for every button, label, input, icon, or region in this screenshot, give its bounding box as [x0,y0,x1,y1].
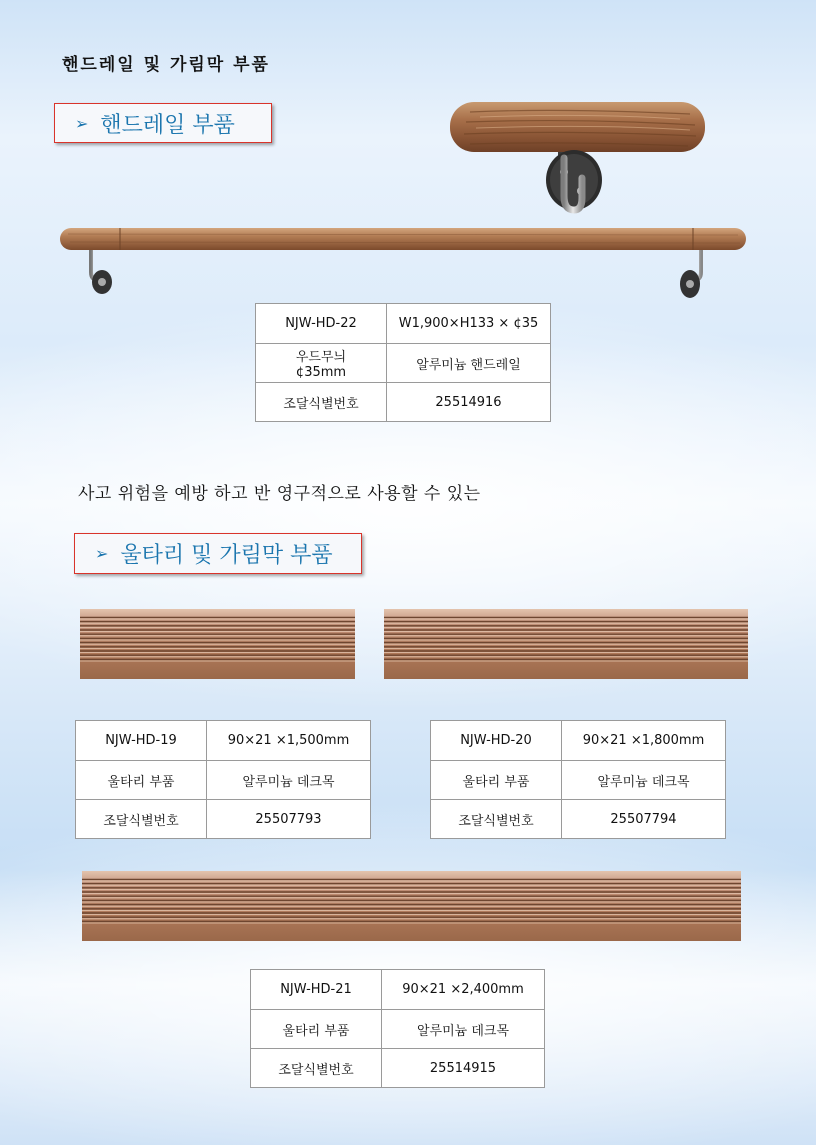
spec-line-1: 우드무늬 [295,350,347,365]
id-label-cell: 조달식별번호 [251,1049,382,1088]
spec-line-2: ¢35mm [295,365,347,380]
model-cell: NJW-HD-22 [256,304,387,344]
handrail-section-heading [54,103,272,143]
id-label-cell: 조달식별번호 [76,800,207,839]
handrail-closeup-image [440,98,710,218]
part-cell: 울타리 부품 [76,761,207,800]
spec-table-hd20 [430,720,726,839]
id-cell: 25514916 [387,383,551,422]
spec-cell [256,344,387,383]
arrow-bullet-icon: ➢ [75,113,89,133]
fence-section-title: 울타리 및 가림막 부품 [120,543,333,568]
id-cell: 25507793 [207,800,371,839]
size-cell: 90×21 ×2,400mm [382,970,545,1010]
size-cell: 90×21 ×1,500mm [207,721,371,761]
id-label-cell: 조달식별번호 [256,383,387,422]
id-cell: 25514915 [382,1049,545,1088]
model-cell: NJW-HD-21 [251,970,382,1010]
name-cell: 알루미늄 데크목 [207,761,371,800]
size-cell: W1,900×H133 × ¢35 [387,304,551,344]
part-cell: 울타리 부품 [251,1010,382,1049]
description-text: 사고 위험을 예방 하고 반 영구적으로 사용할 수 있는 [78,484,481,504]
document-title: 핸드레일 및 가림막 부품 [62,55,270,75]
spec-table-hd21 [250,969,545,1088]
handrail-section-title: 핸드레일 부품 [100,112,235,138]
deck-board-image-2400 [82,871,741,941]
deck-board-image-1500 [80,609,355,679]
name-cell: 알루미늄 핸드레일 [387,344,551,383]
size-cell: 90×21 ×1,800mm [562,721,726,761]
name-cell: 알루미늄 데크목 [382,1010,545,1049]
spec-table-hd19 [75,720,371,839]
id-cell: 25507794 [562,800,726,839]
handrail-full-image [58,222,748,304]
part-cell: 울타리 부품 [431,761,562,800]
spec-table-hd22 [255,303,551,422]
fence-section-heading [74,533,362,574]
name-cell: 알루미늄 데크목 [562,761,726,800]
model-cell: NJW-HD-19 [76,721,207,761]
id-label-cell: 조달식별번호 [431,800,562,839]
deck-board-image-1800 [384,609,748,679]
arrow-bullet-icon: ➢ [95,544,109,563]
model-cell: NJW-HD-20 [431,721,562,761]
